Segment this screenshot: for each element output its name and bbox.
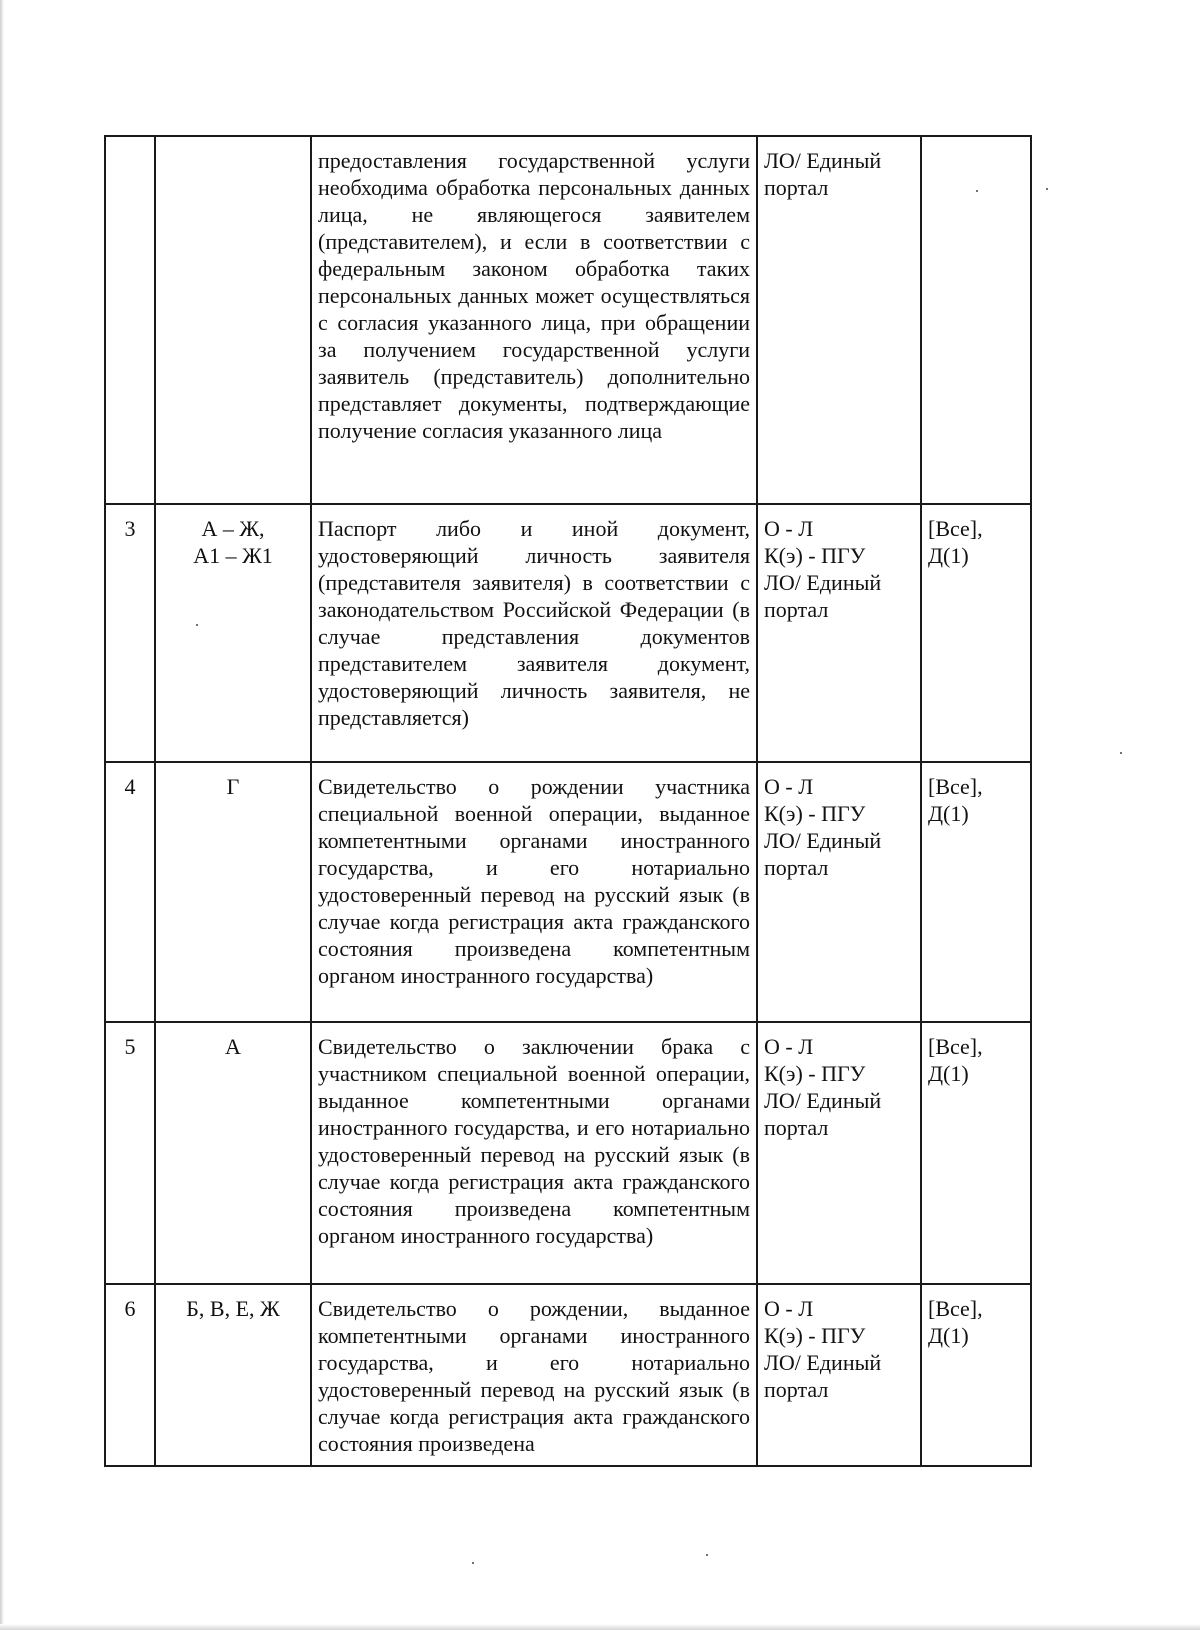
row-number-cell: 5 [105, 1022, 155, 1284]
note-cell: [Все], Д(1) [921, 762, 1031, 1022]
applicant-category-cell: А [155, 1022, 311, 1284]
document-description-cell: Свидетельство о заключении брака с участником специальной военной операции, выданное компетентными органами иностранного государства, и его нотариально удостоверенный перевод на русский язык (в случае когда регистрация акта гражданского состояния произведена компетентным органом иностранного государства) [311, 1022, 757, 1284]
document-description-cell: Паспорт либо и иной документ, удостоверяющий личность заявителя (представителя заявителя) в соответствии с законодательством Российской Федерации (в случае представления документов представителем заявителя документ, удостоверяющий личность заявителя, не представляется) [311, 504, 757, 762]
document-description-cell: Свидетельство о рождении участника специальной военной операции, выданное компетентными органами иностранного государства, и его нотариально удостоверенный перевод на русский язык (в случае когда регистрация акта гражданского состояния произведена компетентным органом иностранного государства) [311, 762, 757, 1022]
submission-method-cell: О - Л К(э) - ПГУ ЛО/ Единый портал [757, 1284, 921, 1466]
row-number-cell [105, 136, 155, 504]
documents-table [104, 135, 1032, 1467]
row-number-cell: 3 [105, 504, 155, 762]
table-row [105, 504, 1031, 762]
table-row [105, 762, 1031, 1022]
row-number-cell: 6 [105, 1284, 155, 1466]
submission-method-cell: О - Л К(э) - ПГУ ЛО/ Единый портал [757, 762, 921, 1022]
scan-edge-left [0, 0, 4, 1630]
scan-speck [976, 190, 978, 192]
document-description-cell: Свидетельство о рождении, выданное компетентными органами иностранного государства, и его нотариально удостоверенный перевод на русский язык (в случае когда регистрация акта гражданского состояния произведена [311, 1284, 757, 1466]
scan-speck [196, 624, 198, 626]
table-row [105, 1284, 1031, 1466]
scan-speck [472, 1562, 474, 1564]
document-description-cell: предоставления государственной услуги необходима обработка персональных данных лица, не являющегося заявителем (представителем), и если в соответствии с федеральным законом обработка таких персональных данных может осуществляться с согласия указанного лица, при обращении за получением государственной услуги заявитель (представитель) дополнительно представляет документы, подтверждающие получение согласия указанного лица [311, 136, 757, 504]
scan-speck [706, 1554, 708, 1556]
submission-method-cell: О - Л К(э) - ПГУ ЛО/ Единый портал [757, 504, 921, 762]
submission-method-cell: ЛО/ Единый портал [757, 136, 921, 504]
table-row [105, 136, 1031, 504]
scan-speck [1046, 188, 1048, 190]
applicant-category-cell: А – Ж, А1 – Ж1 [155, 504, 311, 762]
note-cell: [Все], Д(1) [921, 1284, 1031, 1466]
scan-speck [1120, 752, 1122, 754]
note-cell: [Все], Д(1) [921, 504, 1031, 762]
row-number-cell: 4 [105, 762, 155, 1022]
applicant-category-cell: Г [155, 762, 311, 1022]
scan-edge-bottom [0, 1624, 1200, 1630]
applicant-category-cell [155, 136, 311, 504]
submission-method-cell: О - Л К(э) - ПГУ ЛО/ Единый портал [757, 1022, 921, 1284]
applicant-category-cell: Б, В, Е, Ж [155, 1284, 311, 1466]
table-row [105, 1022, 1031, 1284]
note-cell: [Все], Д(1) [921, 1022, 1031, 1284]
